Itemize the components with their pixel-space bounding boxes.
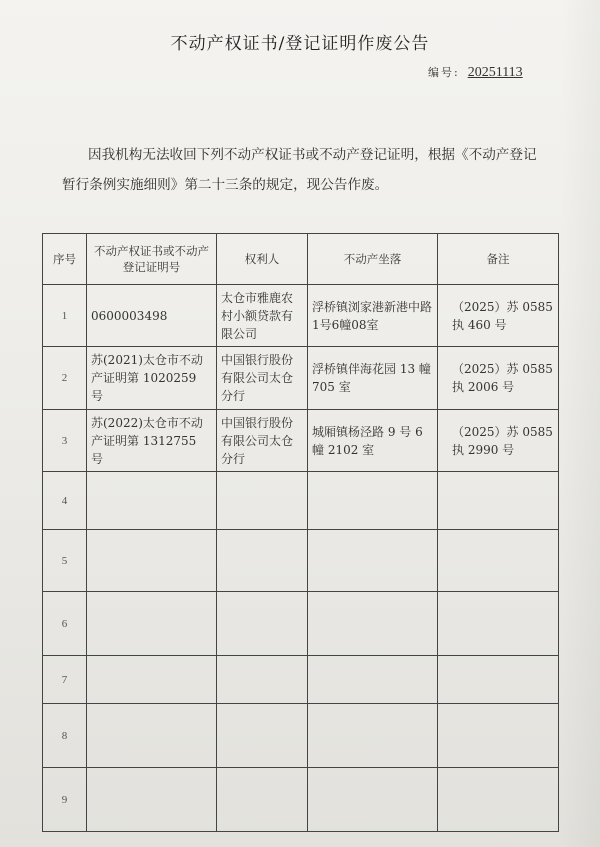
announcement-paragraph [62,140,572,200]
owner-cell [217,592,308,656]
table-header-row [43,234,559,285]
table-row [43,768,559,832]
cert-number-cell [87,530,217,592]
owner-cell [217,656,308,704]
cert-number-cell: 苏(2022)太仓市不动产证明第 1312755 号 [87,410,217,472]
table-row [43,410,559,472]
row-number: 5 [43,530,87,592]
location-cell [308,656,438,704]
certificate-table [42,233,559,832]
location-cell [308,592,438,656]
note-cell [438,530,559,592]
row-number: 2 [43,347,87,410]
location-cell [308,768,438,832]
location-cell [308,704,438,768]
cert-number-cell: 苏(2021)太仓市不动产证明第 1020259 号 [87,347,217,410]
location-cell [308,472,438,530]
row-number: 9 [43,768,87,832]
note-cell [438,592,559,656]
note-cell: （2025）苏 0585 执 2006 号 [438,347,559,410]
owner-cell [217,530,308,592]
note-cell: （2025）苏 0585 执 2990 号 [438,410,559,472]
header-owner: 权利人 [217,234,308,285]
owner-cell: 中国银行股份有限公司太仓分行 [217,347,308,410]
document-number-value: 20251113 [467,65,523,80]
note-cell: （2025）苏 0585 执 460 号 [438,285,559,347]
header-cert-number: 不动产权证书或不动产登记证明号 [87,234,217,285]
table-row [43,656,559,704]
table-row [43,592,559,656]
row-number: 3 [43,410,87,472]
owner-cell: 太仓市雅鹿农村小额贷款有限公司 [217,285,308,347]
row-number: 4 [43,472,87,530]
document-number [428,64,523,81]
table-row [43,530,559,592]
page-shadow [560,0,600,847]
cert-number-cell [87,656,217,704]
cert-number-cell [87,472,217,530]
owner-cell: 中国银行股份有限公司太仓分行 [217,410,308,472]
cert-number-cell: 0600003498 [87,285,217,347]
cert-number-cell [87,768,217,832]
header-note: 备注 [438,234,559,285]
row-number: 7 [43,656,87,704]
owner-cell [217,768,308,832]
note-cell [438,472,559,530]
note-cell [438,704,559,768]
cert-number-cell [87,592,217,656]
note-cell [438,768,559,832]
table-row [43,285,559,347]
header-location: 不动产坐落 [308,234,438,285]
paragraph-line-1: 因我机构无法收回下列不动产权证书或不动产登记证明，根据《不动产登记 [88,147,537,163]
location-cell: 浮桥镇浏家港新港中路1号6幢08室 [308,285,438,347]
row-number: 1 [43,285,87,347]
row-number: 6 [43,592,87,656]
owner-cell [217,472,308,530]
owner-cell [217,704,308,768]
paragraph-line-2: 暂行条例实施细则》第二十三条的规定，现公告作废。 [62,177,389,193]
row-number: 8 [43,704,87,768]
location-cell [308,530,438,592]
note-cell [438,656,559,704]
cert-number-cell [87,704,217,768]
location-cell: 城厢镇杨泾路 9 号 6 幢 2102 室 [308,410,438,472]
header-seq: 序号 [43,234,87,285]
document-number-label: 编号: [428,66,460,79]
table-row [43,704,559,768]
table-row [43,347,559,410]
location-cell: 浮桥镇伴海花园 13 幢 705 室 [308,347,438,410]
page-title: 不动产权证书/登记证明作废公告 [170,34,430,54]
table-row [43,472,559,530]
